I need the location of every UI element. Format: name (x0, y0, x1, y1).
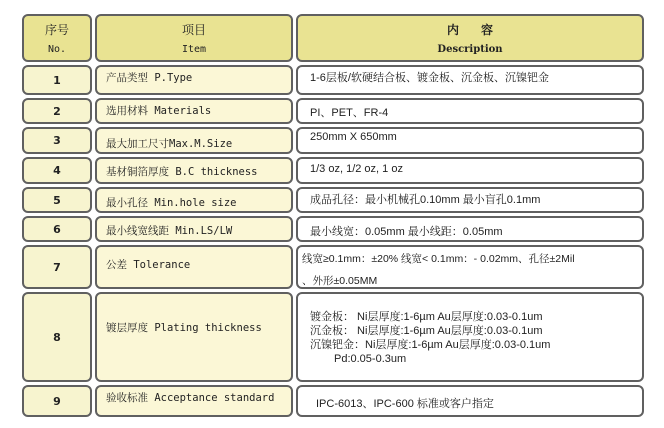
desc-line: 沉镍钯金：Ni层厚度:1-6µm Au层厚度:0.03-0.1um (310, 339, 551, 351)
row-description (296, 127, 644, 154)
table-header (22, 14, 644, 62)
table-row (22, 292, 644, 382)
row-description (296, 245, 644, 289)
row-description (296, 385, 644, 417)
header-desc-cell (296, 14, 644, 62)
table-row (22, 65, 644, 95)
table-row (22, 187, 644, 213)
row-description (296, 216, 644, 242)
header-no-cell (22, 14, 92, 62)
table-row (22, 245, 644, 289)
row-number: 3 (22, 127, 92, 154)
row-number: 7 (22, 245, 92, 289)
desc-line: 、外形±0.05MM (302, 275, 378, 287)
row-item: 最小孔径 Min.hole size (95, 187, 293, 213)
desc-line: 沉金板： Ni层厚度:1-6µm Au层厚度:0.03-0.1um (310, 325, 543, 337)
header-no-cn: 序号 (44, 23, 69, 37)
row-item: 产品类型 P.Type (95, 65, 293, 95)
row-item: 公差 Tolerance (95, 245, 293, 289)
table-row (22, 127, 644, 154)
row-description (296, 98, 644, 124)
desc-line: 线宽≥0.1mm：±20% 线宽< 0.1mm：- 0.02mm、孔径±2Mil (302, 253, 575, 265)
header-item-cn: 项目 (181, 23, 206, 37)
table-row (22, 98, 644, 124)
row-number: 5 (22, 187, 92, 213)
table-row (22, 157, 644, 184)
row-item: 基材铜箔厚度 B.C thickness (95, 157, 293, 184)
header-item-en: Item (181, 44, 207, 55)
header-desc-cn: 内容 (446, 23, 515, 37)
row-number: 8 (22, 292, 92, 382)
table-row (22, 216, 644, 242)
desc-line: 最小线宽：0.05mm 最小线距：0.05mm (310, 226, 503, 238)
row-item: 镀层厚度 Plating thickness (95, 292, 293, 382)
row-description (296, 187, 644, 213)
header-item-cell (95, 14, 293, 62)
row-number: 1 (22, 65, 92, 95)
row-number: 2 (22, 98, 92, 124)
desc-line: 1-6层板/软硬结合板、镀金板、沉金板、沉镍钯金 (310, 72, 549, 84)
row-item: 最小线宽线距 Min.LS/LW (95, 216, 293, 242)
header-no-en: No. (47, 44, 67, 55)
row-number: 6 (22, 216, 92, 242)
spec-table (22, 14, 644, 420)
desc-line: 250mm X 650mm (310, 131, 397, 143)
row-item: 选用材料 Materials (95, 98, 293, 124)
row-description (296, 65, 644, 95)
desc-line: 成品孔径：最小机械孔0.10mm 最小盲孔0.1mm (310, 194, 541, 206)
desc-line: PI、PET、FR-4 (310, 107, 389, 119)
row-number: 4 (22, 157, 92, 184)
header-desc-en: Description (437, 44, 503, 55)
desc-line: 镀金板： Ni层厚度:1-6µm Au层厚度:0.03-0.1um (310, 311, 543, 323)
row-description (296, 292, 644, 382)
row-item: 验收标准 Acceptance standard (95, 385, 293, 417)
table-row (22, 385, 644, 417)
desc-line: Pd:0.05-0.3um (334, 353, 407, 365)
desc-line: IPC-6013、IPC-600 标准或客户指定 (316, 398, 494, 410)
row-description (296, 157, 644, 184)
row-item: 最大加工尺寸Max.M.Size (95, 127, 293, 154)
desc-line: 1/3 oz, 1/2 oz, 1 oz (310, 163, 403, 175)
row-number: 9 (22, 385, 92, 417)
